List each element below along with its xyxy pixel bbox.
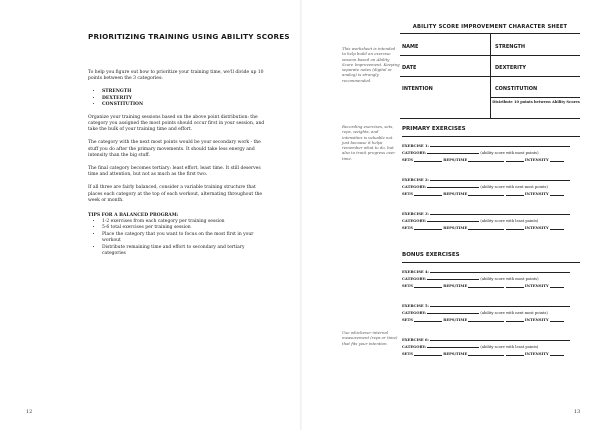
blank-line[interactable]	[506, 225, 524, 229]
reps-time-label: REPS/TIME	[443, 284, 468, 289]
intensity-line[interactable]	[550, 351, 564, 355]
sets-line[interactable]	[414, 225, 442, 229]
paragraph: The final category becomes tertiary: least effort, least time. It still deserves time and attention, but not as much as the first two.	[88, 165, 261, 178]
category-row	[402, 344, 580, 351]
intensity-label: INTENSITY	[524, 318, 549, 323]
category-label: CATEGORY:	[402, 151, 426, 156]
sets-row	[402, 283, 580, 290]
exercise-row	[402, 143, 580, 150]
reps-time-line[interactable]	[468, 317, 504, 321]
intensity-label: INTENSITY	[524, 226, 549, 231]
intensity-label: INTENSITY	[524, 284, 549, 289]
category-hint: (ability score with next most points)	[480, 311, 548, 316]
page-title: PRIORITIZING TRAINING USING ABILITY SCORES	[88, 32, 290, 41]
sets-row	[402, 157, 580, 164]
exercise-label: EXERCISE 4:	[402, 270, 429, 275]
sidebar-note	[342, 330, 400, 346]
sets-label: SETS	[402, 352, 413, 357]
sets-row	[402, 225, 580, 232]
category-line[interactable]	[427, 276, 479, 280]
sidebar-note	[342, 46, 400, 83]
divider	[400, 55, 490, 56]
constitution-field-label: CONSTITUTION	[495, 86, 538, 92]
exercise-label: EXERCISE 3:	[402, 212, 429, 217]
category-hint: (ability score with least points)	[480, 219, 539, 224]
category-line[interactable]	[427, 218, 479, 222]
exercise-label: EXERCISE 5:	[402, 304, 429, 309]
category-row	[402, 218, 580, 225]
category-hint: (ability score with next most points)	[480, 185, 548, 190]
list-item: • STRENGTH	[102, 89, 266, 95]
exercise-row	[402, 337, 580, 344]
category-label: CATEGORY:	[402, 219, 426, 224]
character-info-box	[400, 33, 580, 119]
sets-row	[402, 191, 580, 198]
sidebar-note-text: Recording exercises, sets, reps, weights, and intensities is valuable not just because it helps remember what to do, but also to track progress over time.	[342, 124, 396, 161]
sets-line[interactable]	[414, 351, 442, 355]
exercise-row	[402, 177, 580, 184]
divider	[400, 76, 490, 77]
right-page	[302, 0, 604, 430]
category-line[interactable]	[427, 344, 479, 348]
reps-time-label: REPS/TIME	[443, 192, 468, 197]
divider	[402, 262, 580, 263]
name-field-label: NAME	[402, 44, 419, 50]
category-line[interactable]	[427, 310, 479, 314]
exercise-label: EXERCISE 1:	[402, 144, 429, 149]
list-item: • Distribute remaining time and effort to secondary and tertiary categories	[102, 245, 266, 258]
sets-line[interactable]	[414, 191, 442, 195]
category-row	[402, 276, 580, 283]
exercise-row	[402, 211, 580, 218]
exercise-line[interactable]	[430, 143, 570, 147]
intensity-label: INTENSITY	[524, 352, 549, 357]
sets-label: SETS	[402, 318, 413, 323]
sets-label: SETS	[402, 192, 413, 197]
sets-label: SETS	[402, 284, 413, 289]
reps-time-line[interactable]	[468, 157, 504, 161]
reps-time-label: REPS/TIME	[443, 226, 468, 231]
category-hint: (ability score with most points)	[480, 277, 539, 282]
sets-line[interactable]	[414, 317, 442, 321]
dexterity-field-label: DEXTERITY	[495, 65, 526, 71]
paragraph: If all three are fairly balanced, consider a variable training structure that places each category at the top of each workout, alternating throughout the week or month.	[88, 185, 263, 204]
intensity-label: INTENSITY	[524, 158, 549, 163]
divider	[402, 136, 580, 137]
left-body	[88, 70, 266, 263]
divider	[491, 76, 580, 77]
page-number-right: 13	[574, 409, 581, 415]
exercise-block	[402, 211, 580, 233]
sets-label: SETS	[402, 158, 413, 163]
sets-line[interactable]	[414, 283, 442, 287]
category-hint: (ability score with least points)	[480, 345, 539, 350]
reps-time-label: REPS/TIME	[443, 352, 468, 357]
intensity-label: INTENSITY	[524, 192, 549, 197]
exercise-line[interactable]	[430, 269, 570, 273]
date-field-label: DATE	[402, 65, 417, 71]
category-line[interactable]	[427, 150, 479, 154]
exercise-line[interactable]	[430, 177, 570, 181]
intensity-line[interactable]	[550, 191, 564, 195]
category-label: CATEGORY:	[402, 345, 426, 350]
primary-heading: PRIMARY EXERCISES	[402, 126, 466, 132]
category-line[interactable]	[427, 184, 479, 188]
list-item: • DEXTERITY	[102, 96, 266, 102]
reps-time-line[interactable]	[468, 225, 504, 229]
list-item: • CONSTITUTION	[102, 102, 266, 108]
divider	[491, 55, 580, 56]
category-row	[402, 310, 580, 317]
tips-list	[88, 219, 266, 257]
sets-line[interactable]	[414, 157, 442, 161]
sidebar-note	[342, 124, 400, 161]
sidebar-note-text: This worksheet is intended to help build an exercise session based on Ability Score Improvement. Keeping separate notes (digital or analog) is strongly recommended.	[342, 46, 400, 83]
exercise-line[interactable]	[430, 303, 570, 307]
list-item: • 1-2 exercises from each category per training session	[102, 219, 266, 225]
sheet-title: ABILITY SCORE IMPROVEMENT CHARACTER SHEET	[412, 24, 568, 30]
list-item: • 5-6 total exercises per training session	[102, 225, 266, 231]
exercise-row	[402, 269, 580, 276]
category-list	[88, 89, 266, 108]
reps-time-line[interactable]	[468, 191, 504, 195]
intention-field-label: INTENTION	[402, 86, 433, 92]
distribute-note: Distribute 10 points between Ability Scores	[492, 100, 580, 104]
category-label: CATEGORY:	[402, 277, 426, 282]
exercise-block	[402, 177, 580, 199]
exercise-block	[402, 303, 580, 325]
exercise-block	[402, 269, 580, 291]
intensity-line[interactable]	[550, 225, 564, 229]
exercise-line[interactable]	[430, 211, 570, 215]
intensity-line[interactable]	[550, 157, 564, 161]
category-row	[402, 150, 580, 157]
blank-line[interactable]	[506, 317, 524, 321]
exercise-block	[402, 143, 580, 165]
category-label: CATEGORY:	[402, 185, 426, 190]
reps-time-label: REPS/TIME	[443, 158, 468, 163]
sidebar-note-text: Use whichever internal measurement (reps or time) that fits your intention.	[342, 330, 398, 346]
page-number-left: 12	[26, 409, 33, 415]
blank-line[interactable]	[506, 157, 524, 161]
intensity-line[interactable]	[550, 317, 564, 321]
exercise-line[interactable]	[430, 337, 570, 341]
bonus-heading: BONUS EXERCISES	[402, 252, 460, 258]
blank-line[interactable]	[506, 191, 524, 195]
reps-time-line[interactable]	[468, 283, 504, 287]
sets-label: SETS	[402, 226, 413, 231]
intensity-line[interactable]	[550, 283, 564, 287]
intro-paragraph: To help you figure out how to prioritize your training time, we'll divide up 10 points between the 3 categories:	[88, 70, 264, 82]
sets-row	[402, 317, 580, 324]
exercise-row	[402, 303, 580, 310]
strength-field-label: STRENGTH	[495, 44, 526, 50]
reps-time-label: REPS/TIME	[443, 318, 468, 323]
reps-time-line[interactable]	[468, 351, 504, 355]
divider	[491, 97, 580, 98]
exercise-label: EXERCISE 6:	[402, 338, 429, 343]
category-label: CATEGORY:	[402, 311, 426, 316]
list-item: • Place the category that you want to focus on the most first in your workout	[102, 232, 266, 245]
paragraph: Organize your training sessions based on the above point distribution: the category you assigned the most points should occur first in your session, and take the bulk of your training time and effort.	[88, 114, 265, 133]
exercise-block	[402, 337, 580, 359]
category-hint: (ability score with most points)	[480, 151, 539, 156]
exercise-label: EXERCISE 2:	[402, 178, 429, 183]
sets-row	[402, 351, 580, 358]
category-row	[402, 184, 580, 191]
tips-heading: TIPS FOR A BALANCED PROGRAM:	[88, 212, 179, 218]
blank-line[interactable]	[506, 283, 524, 287]
paragraph: The category with the next most points would be your secondary work - the stuff you do after the primary movements. It should take less energy and intensity than the big stuff.	[88, 140, 261, 159]
blank-line[interactable]	[506, 351, 524, 355]
